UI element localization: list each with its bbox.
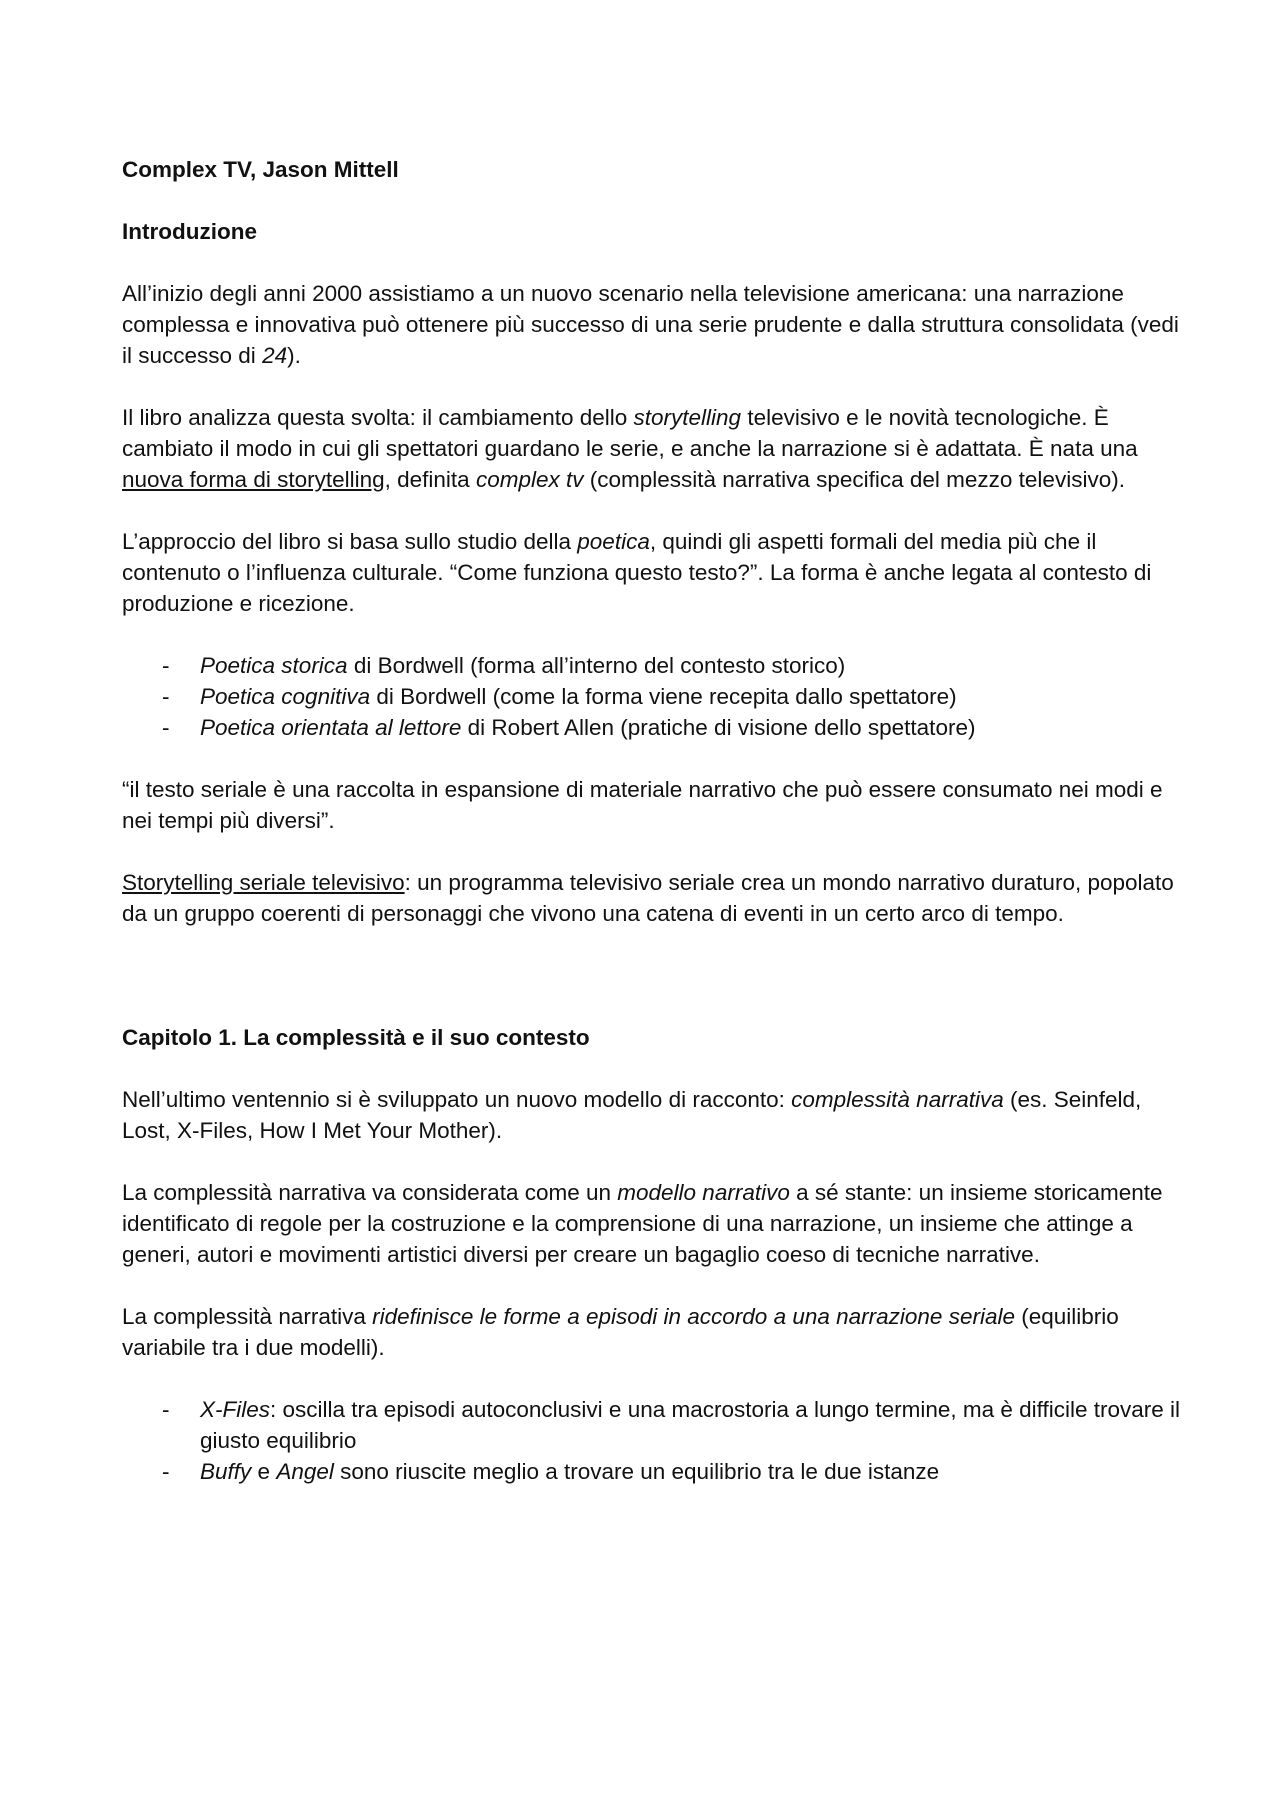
- chapter-1-paragraph-1: Nell’ultimo ventennio si è sviluppato un nuovo modello di racconto: complessità narrativa (es. Seinfeld, Lost, X-Files, How I Met Your Mother).: [122, 1087, 1142, 1143]
- intro-paragraph-2: Il libro analizza questa svolta: il cambiamento dello storytelling televisivo e le novità tecnologiche. È cambiato il modo in cui gli spettatori guardano le serie, e anche la narrazione si è adattata. È nata una nuova forma di storytelling, definita complex tv (complessità narrativa specifica del mezzo televisivo).: [122, 405, 1138, 492]
- list-item: - Poetica storica di Bordwell (forma all’interno del contesto storico): [162, 653, 846, 678]
- series-examples-list: [122, 1394, 1182, 1487]
- underlined-term: Storytelling seriale televisivo: [122, 870, 405, 895]
- document-title: Complex TV, Jason Mittell: [122, 157, 399, 182]
- list-item: - Buffy e Angel sono riuscite meglio a trovare un equilibrio tra le due istanze: [162, 1459, 940, 1484]
- emphasis-24: 24: [262, 343, 288, 368]
- list-item: - Poetica orientata al lettore di Robert Allen (pratiche di visione dello spettatore): [162, 715, 976, 740]
- document-content: [122, 154, 1182, 1518]
- list-item: - X-Files: oscilla tra episodi autoconclusivi e una macrostoria a lungo termine, ma è difficile trovare il giusto equilibrio: [162, 1397, 1181, 1453]
- chapter-1-paragraph-3: La complessità narrativa ridefinisce le forme a episodi in accordo a una narrazione seriale (equilibrio variabile tra i due modelli).: [122, 1304, 1119, 1360]
- section-spacer: [122, 929, 1182, 1022]
- intro-paragraph-3: L’approccio del libro si basa sullo studio della poetica, quindi gli aspetti formali del media più che il contenuto o l’influenza culturale. “Come funziona questo testo?”. La forma è anche legata al contesto di produzione e ricezione.: [122, 529, 1152, 616]
- chapter-1-heading: Capitolo 1. La complessità e il suo contesto: [122, 1025, 590, 1050]
- chapter-1-paragraph-2: La complessità narrativa va considerata come un modello narrativo a sé stante: un insieme storicamente identificato di regole per la costruzione e la comprensione di una narrazione, un insieme che attinge a generi, autori e movimenti artistici diversi per creare un bagaglio coeso di tecniche narrative.: [122, 1180, 1163, 1267]
- intro-paragraph-1: All’inizio degli anni 2000 assistiamo a un nuovo scenario nella televisione americana: una narrazione complessa e innovativa può ottenere più successo di una serie prudente e dalla struttura consolidata (vedi il successo di 24).: [122, 281, 1179, 368]
- intro-heading: Introduzione: [122, 219, 257, 244]
- poetics-list: [122, 650, 1182, 743]
- intro-quote: “il testo seriale è una raccolta in espansione di materiale narrativo che può essere consumato nei modi e nei tempi più diversi”.: [122, 777, 1163, 833]
- underlined-term: nuova forma di storytelling: [122, 467, 385, 492]
- intro-paragraph-4: Storytelling seriale televisivo: un programma televisivo seriale crea un mondo narrativo duraturo, popolato da un gruppo coerenti di personaggi che vivono una catena di eventi in un certo arco di tempo.: [122, 870, 1174, 926]
- list-item: - Poetica cognitiva di Bordwell (come la forma viene recepita dallo spettatore): [162, 684, 957, 709]
